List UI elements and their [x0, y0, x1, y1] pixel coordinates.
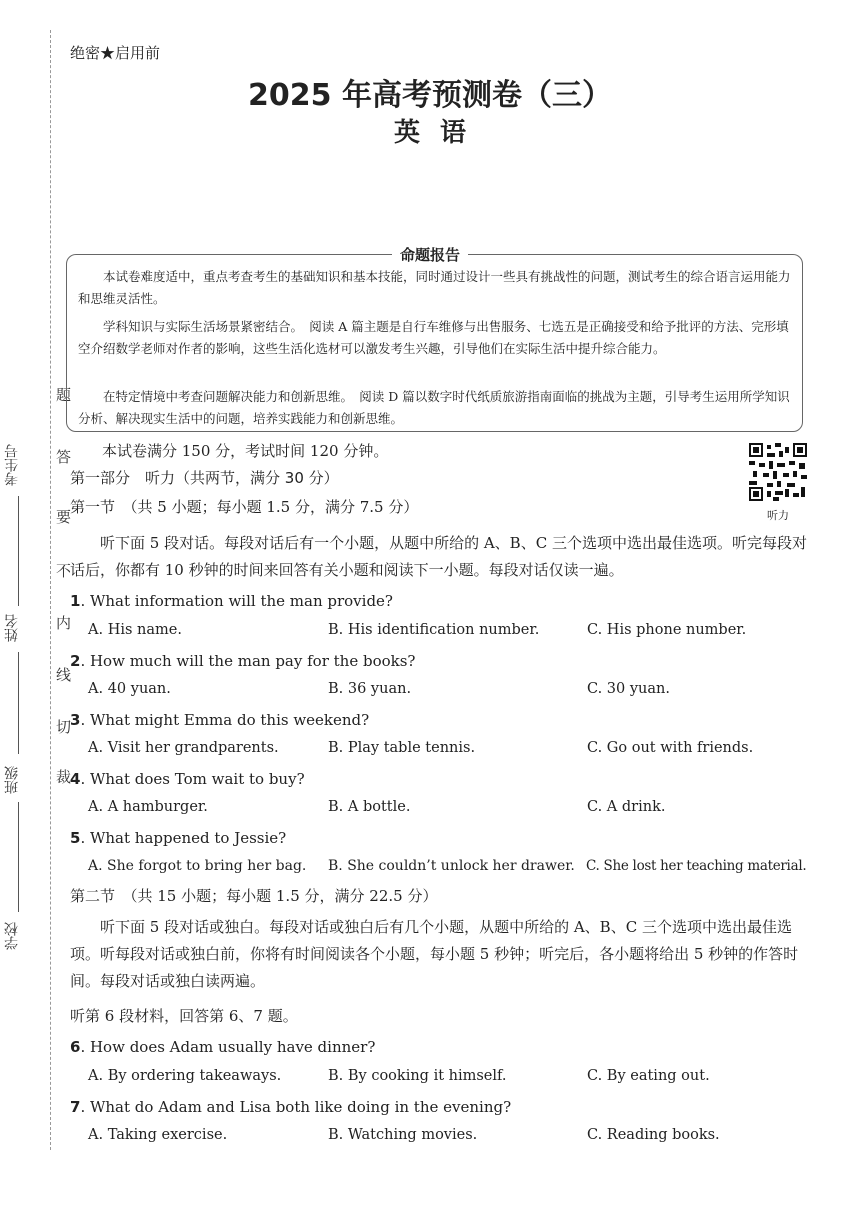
name-field[interactable]: [18, 652, 19, 754]
option-2c[interactable]: C. 30 yuan.: [587, 681, 670, 697]
option-6a[interactable]: A. By ordering takeaways.: [88, 1068, 282, 1084]
section-1-heading: 第一节 （共 5 小题；每小题 1.5 分，满分 7.5 分）: [70, 498, 419, 516]
option-7b[interactable]: B. Watching movies.: [328, 1127, 478, 1143]
part-1-heading: 第一部分 听力（共两节，满分 30 分）: [70, 469, 339, 487]
question-3: 3. What might Emma do this weekend?: [70, 711, 370, 729]
option-4c[interactable]: C. A drink.: [587, 799, 666, 815]
seal-char: 题: [56, 386, 72, 404]
seal-char: 内: [56, 614, 72, 632]
option-6b[interactable]: B. By cooking it himself.: [328, 1068, 507, 1084]
seal-char: 切: [56, 718, 72, 736]
name-label: 姓名: [4, 614, 20, 642]
material-6-heading: 听第 6 段材料，回答第 6、7 题。: [70, 1007, 298, 1025]
option-7c[interactable]: C. Reading books.: [587, 1127, 720, 1143]
qr-caption: 听力: [767, 509, 789, 522]
report-paragraph-1: 本试卷难度适中，重点考查考生的基础知识和基本技能，同时通过设计一些具有挑战性的问题，测试考生的综合语言运用能力和思维灵活性。: [78, 269, 791, 306]
section-2-instructions: 听下面 5 段对话或独白。每段对话或独白后有几个小题，从题中所给的 A、B、C 三个选项中选出最佳选项。听每段对话或独白前，你将有时间阅读各个小题，每小题 5 秒钟；听完后，各小题将给出 5 秒钟的作答时间。每段对话或独白读两遍。: [70, 918, 799, 990]
option-1b[interactable]: B. His identification number.: [328, 622, 540, 638]
page-title: 2025 年高考预测卷（三）: [248, 78, 612, 113]
question-5: 5. What happened to Jessie?: [70, 829, 287, 847]
option-3c[interactable]: C. Go out with friends.: [587, 740, 754, 756]
seal-char: 不: [56, 562, 72, 580]
option-3a[interactable]: A. Visit her grandparents.: [88, 740, 279, 756]
seal-char: 线: [56, 666, 72, 684]
option-2a[interactable]: A. 40 yuan.: [88, 681, 171, 697]
option-4b[interactable]: B. A bottle.: [328, 799, 411, 815]
qr-code-icon[interactable]: [749, 443, 807, 501]
section-2-heading: 第二节 （共 15 小题；每小题 1.5 分，满分 22.5 分）: [70, 887, 438, 905]
class-label: 班级: [4, 766, 20, 794]
option-1a[interactable]: A. His name.: [88, 622, 182, 638]
question-6: 6. How does Adam usually have dinner?: [70, 1038, 376, 1056]
report-paragraph-2: 学科知识与实际生活场景紧密结合。 阅读 A 篇主题是自行车维修与出售服务、七选五是正确接受和给予批评的方法、完形填空介绍数学老师对作者的影响，这些生活化选材可以激发考生兴趣，引导他们在实际生活中提升综合能力。: [78, 319, 789, 356]
option-5c[interactable]: C. She lost her teaching material.: [586, 858, 807, 874]
question-7: 7. What do Adam and Lisa both like doing in the evening?: [70, 1098, 512, 1116]
exam-number-field[interactable]: [18, 496, 19, 606]
question-4: 4. What does Tom wait to buy?: [70, 770, 305, 788]
section-1-instructions: 听下面 5 段对话。每段对话后有一个小题，从题中所给的 A、B、C 三个选项中选出最佳选项。听完每段对话后，你都有 10 秒钟的时间来回答有关小题和阅读下一小题。每段对话仅读一遍。: [70, 534, 807, 579]
binding-dashed-line: [50, 30, 51, 1150]
question-2: 2. How much will the man pay for the books?: [70, 652, 416, 670]
seal-char: 要: [56, 508, 72, 526]
subject-title: 英语: [393, 118, 486, 148]
option-7a[interactable]: A. Taking exercise.: [88, 1127, 228, 1143]
report-title: 命题报告: [0, 244, 860, 265]
seal-char: 答: [56, 448, 72, 466]
option-5b[interactable]: B. She couldn’t unlock her drawer.: [328, 858, 575, 874]
option-1c[interactable]: C. His phone number.: [587, 622, 747, 638]
option-5a[interactable]: A. She forgot to bring her bag.: [88, 858, 307, 874]
question-1: 1. What information will the man provide?: [70, 592, 393, 610]
seal-char: 裁: [56, 768, 72, 786]
exam-intro: 本试卷满分 150 分，考试时间 120 分钟。: [102, 442, 389, 460]
option-6c[interactable]: C. By eating out.: [587, 1068, 710, 1084]
class-field[interactable]: [18, 802, 19, 912]
confidential-label: 绝密★启用前: [70, 44, 161, 62]
option-2b[interactable]: B. 36 yuan.: [328, 681, 412, 697]
option-3b[interactable]: B. Play table tennis.: [328, 740, 476, 756]
option-4a[interactable]: A. A hamburger.: [88, 799, 208, 815]
report-paragraph-3: 在特定情境中考查问题解决能力和创新思维。 阅读 D 篇以数字时代纸质旅游指南面临的挑战为主题，引导考生运用所学知识分析、解决现实生活中的问题，培养实践能力和创新思维。: [78, 389, 790, 426]
school-label: 学校: [4, 922, 20, 950]
exam-number-label: 考生号: [4, 444, 20, 486]
